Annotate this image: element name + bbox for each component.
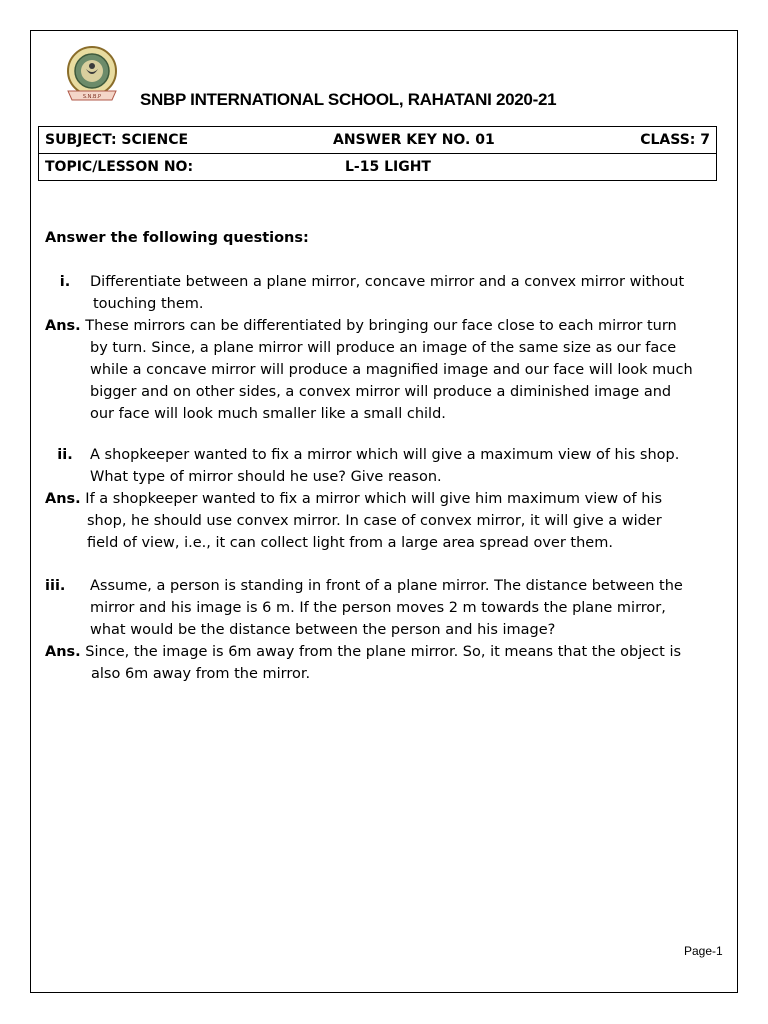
question-line: Assume, a person is standing in front of a plane mirror. The distance between the bbox=[90, 578, 683, 594]
question-line: mirror and his image is 6 m. If the person moves 2 m towards the plane mirror, bbox=[90, 600, 666, 616]
answer-label: Ans. bbox=[45, 318, 81, 334]
answer-label: Ans. bbox=[45, 644, 81, 660]
answer-line: by turn. Since, a plane mirror will produce an image of the same size as our face bbox=[90, 340, 677, 356]
answer-line: also 6m away from the mirror. bbox=[91, 666, 311, 682]
question-block-1 bbox=[45, 271, 725, 425]
answer-line: shop, he should use convex mirror. In case of convex mirror, it will give a wider bbox=[87, 513, 662, 529]
page-number: Page-1 bbox=[684, 944, 723, 958]
lesson-label: L-15 LIGHT bbox=[345, 159, 431, 175]
subject-label: SUBJECT: SCIENCE bbox=[45, 132, 189, 148]
question-2 bbox=[45, 444, 725, 488]
answer-line: bigger and on other sides, a convex mirror will produce a diminished image and bbox=[90, 384, 672, 400]
answer-1 bbox=[45, 315, 725, 425]
question-line: what would be the distance between the person and his image? bbox=[90, 622, 556, 638]
question-line: A shopkeeper wanted to fix a mirror which will give a maximum view of his shop. bbox=[90, 447, 680, 463]
topic-label: TOPIC/LESSON NO: bbox=[45, 159, 194, 175]
class-label: CLASS: 7 bbox=[640, 132, 710, 148]
question-number: ii. bbox=[57, 447, 73, 463]
school-title: SNBP INTERNATIONAL SCHOOL, RAHATANI 2020-21 bbox=[140, 90, 557, 109]
question-number: i. bbox=[59, 274, 71, 290]
question-block-3 bbox=[45, 575, 725, 685]
answer-line: while a concave mirror will produce a magnified image and our face will look much bbox=[90, 362, 693, 378]
question-line: Differentiate between a plane mirror, concave mirror and a convex mirror without bbox=[90, 274, 685, 290]
question-line: What type of mirror should he use? Give reason. bbox=[90, 469, 442, 485]
answer-2 bbox=[45, 488, 725, 554]
question-block-2 bbox=[45, 444, 725, 554]
question-number: iii. bbox=[45, 578, 66, 594]
answer-3 bbox=[45, 641, 725, 685]
instruction-heading: Answer the following questions: bbox=[45, 230, 309, 246]
answer-label: Ans. bbox=[45, 491, 81, 507]
answer-key-label: ANSWER KEY NO. 01 bbox=[333, 132, 495, 148]
answer-line: our face will look much smaller like a small child. bbox=[90, 406, 446, 422]
answer-line: Since, the image is 6m away from the plane mirror. So, it means that the object is bbox=[85, 644, 682, 660]
question-1 bbox=[45, 271, 725, 315]
school-logo bbox=[62, 45, 122, 105]
logo-text: S.N.B.P bbox=[82, 94, 102, 100]
info-table bbox=[38, 126, 717, 181]
question-line: touching them. bbox=[93, 296, 204, 312]
answer-line: If a shopkeeper wanted to fix a mirror which will give him maximum view of his bbox=[85, 491, 663, 507]
answer-line: field of view, i.e., it can collect light from a large area spread over them. bbox=[87, 535, 613, 551]
question-3 bbox=[45, 575, 725, 641]
answer-line: These mirrors can be differentiated by bringing our face close to each mirror turn bbox=[85, 318, 677, 334]
